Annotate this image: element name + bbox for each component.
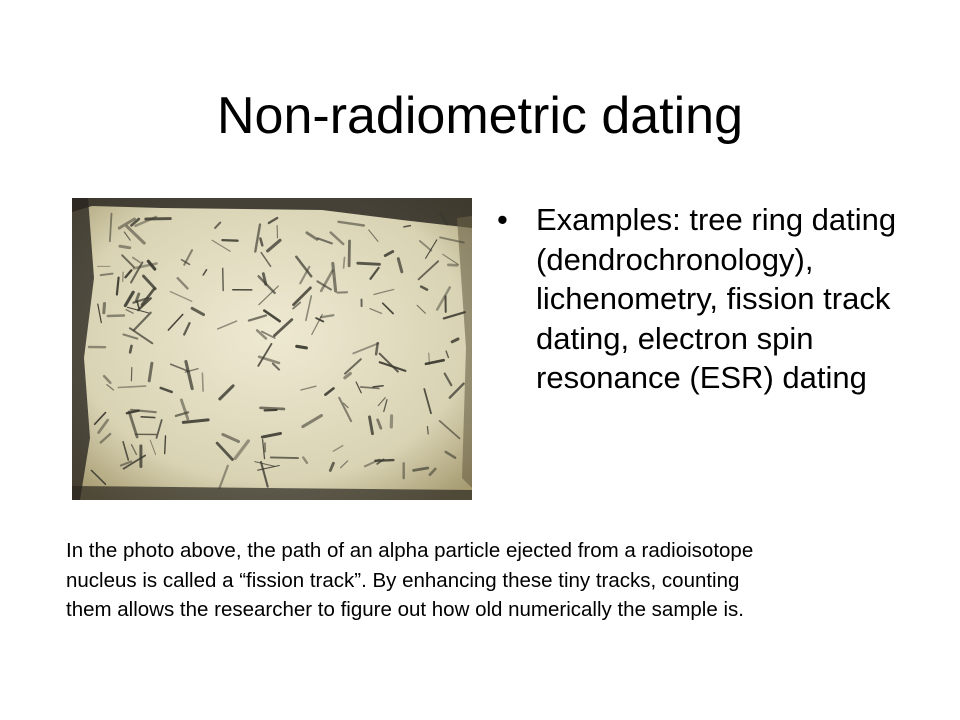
fission-track-mark [165, 436, 166, 454]
fission-track-mark [104, 304, 105, 313]
fission-track-mark [141, 417, 155, 418]
fission-track-mark [130, 346, 131, 353]
fission-track-mark [222, 240, 237, 241]
fission-track-image [72, 198, 472, 500]
bullet-text: Examples: tree ring dating (dendrochronology), lichenometry, fission track dating, electron spin resonance (ESR) dating [536, 202, 897, 395]
fission-track-mark [427, 427, 428, 434]
fission-track-mark [261, 408, 284, 409]
bullet-list [497, 200, 917, 398]
fission-track-photo [72, 198, 472, 500]
fission-track-mark [202, 373, 203, 391]
photo-caption: In the photo above, the path of an alpha particle ejected from a radioisotope nucleus is called a “fission track”. By enhancing these tiny tracks, counting them allows the researcher to figure out how old numerically the sample is. [66, 539, 754, 621]
fission-track-mark [120, 246, 130, 248]
bullet-item-examples [497, 200, 917, 398]
fission-track-mark [108, 316, 124, 317]
slide-title: Non-radiometric dating [216, 87, 744, 145]
fission-track-mark [297, 346, 307, 348]
fission-track-mark [265, 410, 277, 411]
fission-track-mark [358, 263, 380, 264]
bullet-marker: • [497, 202, 508, 237]
fission-track-mark [271, 457, 298, 458]
fission-track-mark [223, 268, 224, 290]
fission-track-mark [344, 258, 345, 268]
